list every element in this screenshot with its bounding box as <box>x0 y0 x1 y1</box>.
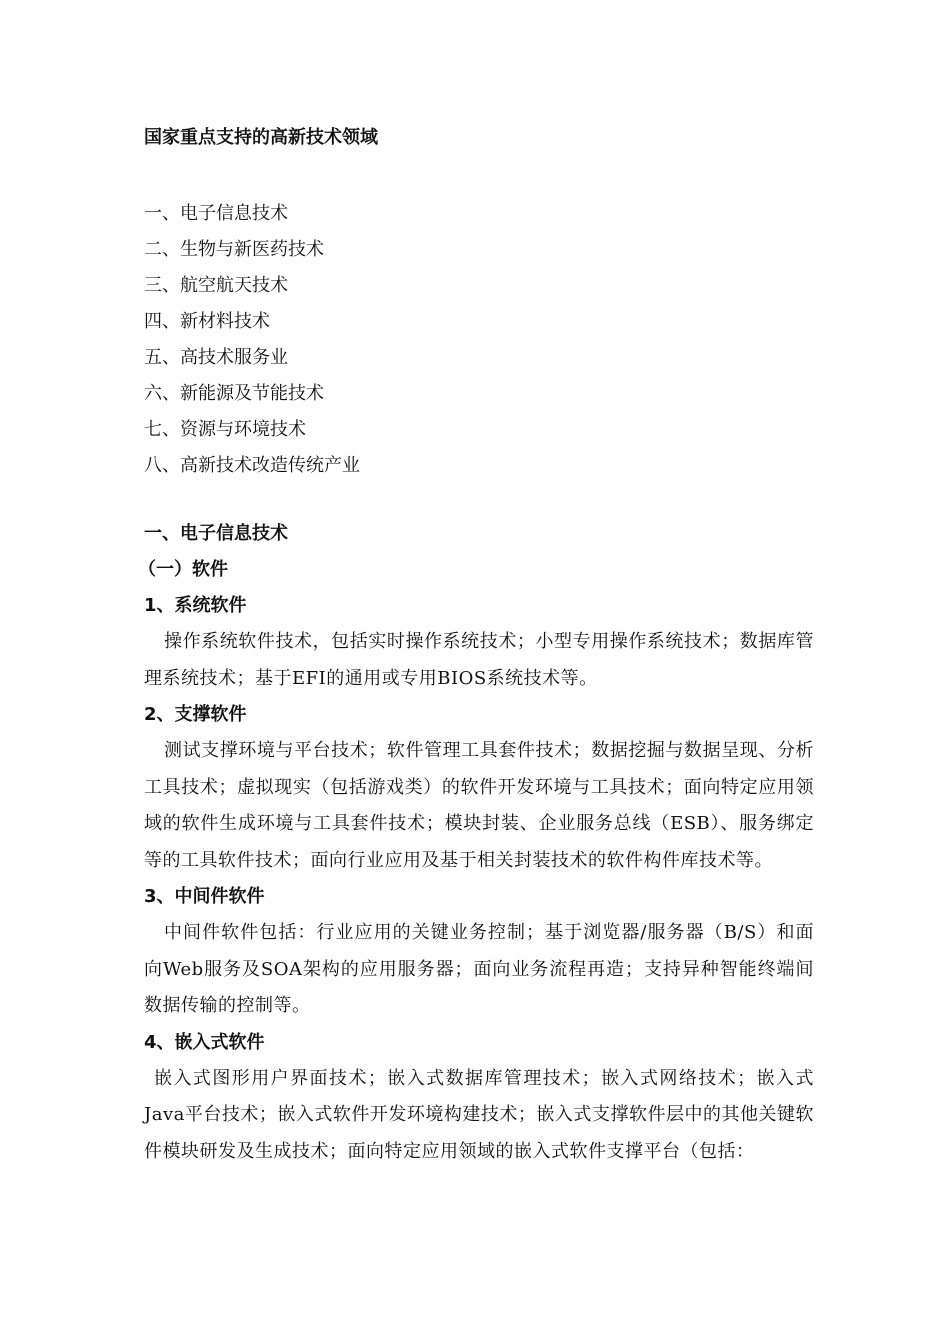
item-heading-middleware: 3、中间件软件 <box>144 886 265 907</box>
section-heading: 一、电子信息技术 <box>144 523 288 544</box>
toc-item-high-tech-services: 五、高技术服务业 <box>144 347 288 368</box>
toc-item-resources-environment: 七、资源与环境技术 <box>144 419 306 440</box>
toc-item-new-materials: 四、新材料技术 <box>144 311 270 332</box>
section-electronic-info <box>138 516 814 1170</box>
toc-item-traditional-industry: 八、高新技术改造传统产业 <box>144 455 360 476</box>
item-heading-support-software: 2、支撑软件 <box>144 704 247 725</box>
item-text-support-software: 测试支撑环境与平台技术；软件管理工具套件技术；数据挖掘与数据呈现、分析工具技术；虚拟现实（包括游戏类）的软件开发环境与工具技术；面向特定应用领域的软件生成环境与工具套件技术；模块封装、企业服务总线（ESB）、服务绑定等的工具软件技术；面向行业应用及基于相关封装技术的软件构件库技术等。 <box>144 740 814 871</box>
document-title: 国家重点支持的高新技术领域 <box>144 127 378 148</box>
toc-item-bio-medicine: 二、生物与新医药技术 <box>144 239 324 260</box>
toc-item-new-energy: 六、新能源及节能技术 <box>144 383 324 404</box>
subsection-heading-software: （一）软件 <box>138 559 228 580</box>
toc-item-electronic-info: 一、电子信息技术 <box>144 203 288 224</box>
item-text-middleware: 中间件软件包括：行业应用的关键业务控制；基于浏览器/服务器（B/S）和面向Web服务及SOA架构的应用服务器；面向业务流程再造；支持异种智能终端间数据传输的控制等。 <box>144 922 814 1016</box>
item-heading-system-software: 1、系统软件 <box>144 595 247 616</box>
item-text-embedded-software: 嵌入式图形用户界面技术；嵌入式数据库管理技术；嵌入式网络技术；嵌入式Java平台技术；嵌入式软件开发环境构建技术；嵌入式支撑软件层中的其他关键软件模块研发及生成技术；面向特定应用领域的嵌入式软件支撑平台（包括： <box>144 1067 814 1162</box>
toc-item-aerospace: 三、航空航天技术 <box>144 275 288 296</box>
table-of-contents <box>144 196 360 484</box>
item-heading-embedded-software: 4、嵌入式软件 <box>144 1031 265 1053</box>
item-text-system-software: 操作系统软件技术，包括实时操作系统技术；小型专用操作系统技术；数据库管理系统技术；基于EFI的通用或专用BIOS系统技术等。 <box>144 631 814 689</box>
